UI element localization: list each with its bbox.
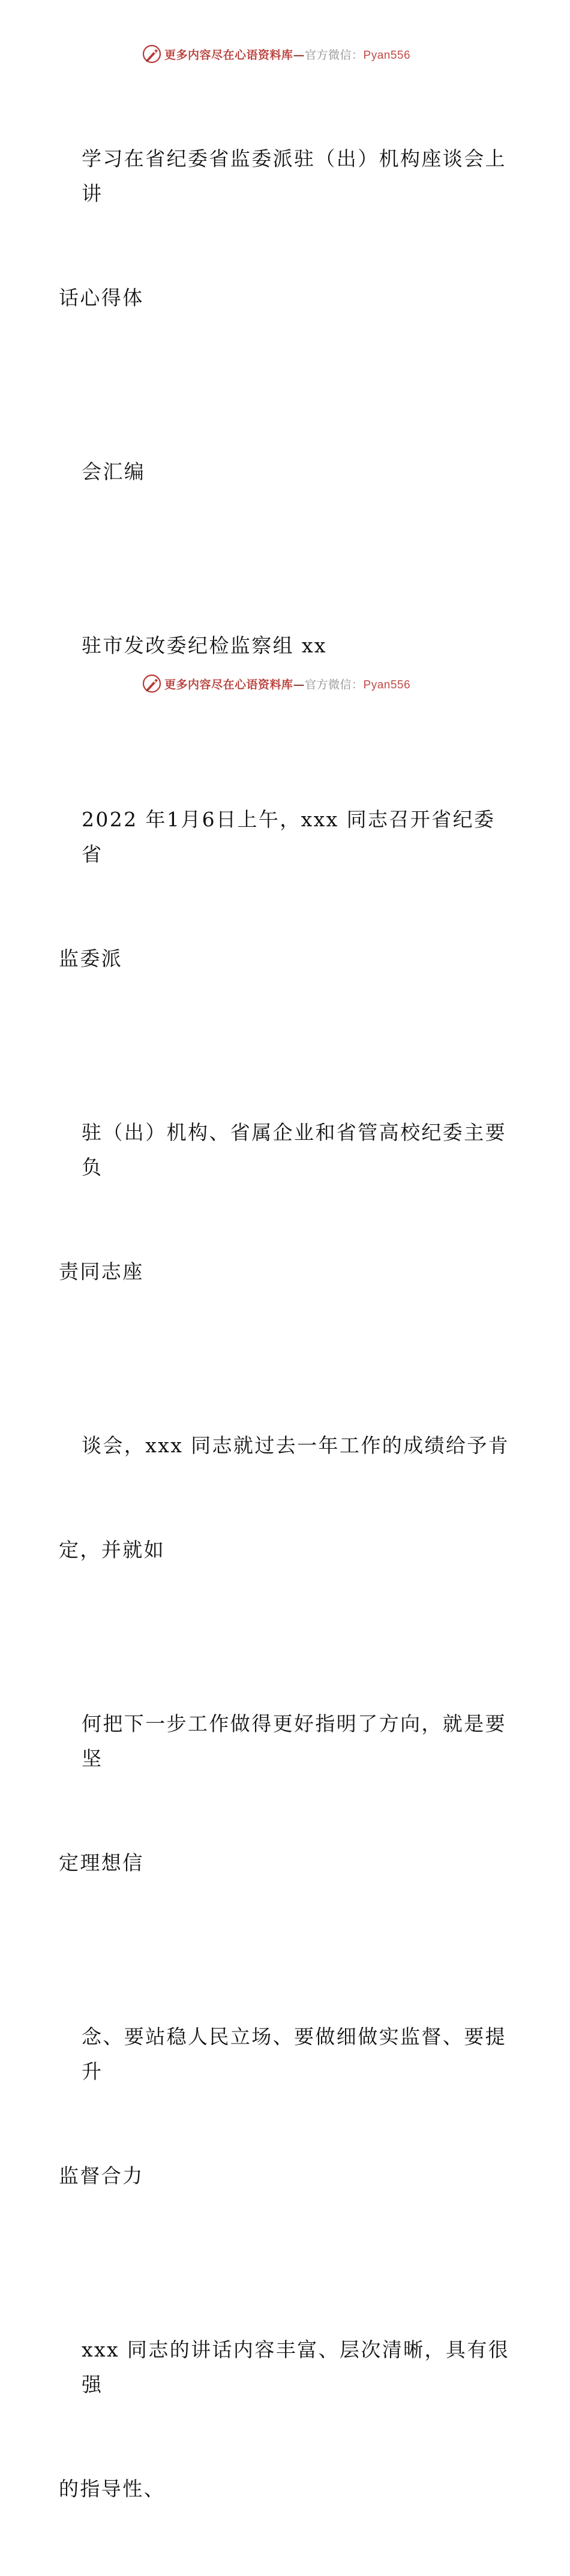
watermark-text (164, 676, 410, 692)
paragraph-7-line-2: 定理想信 (59, 1851, 144, 1874)
paragraph-6-line-2: 定，并就如 (59, 1538, 165, 1561)
paragraph-3-line-1: 驻市发改委纪检监察组 xx (82, 634, 327, 657)
paragraph-4-line-2: 监委派 (59, 947, 123, 970)
paragraph-1 (59, 72, 515, 385)
paragraph-2 (59, 385, 515, 559)
watermark-dash: — (293, 678, 305, 691)
watermark-wechat-id: Pyan556 (363, 49, 411, 62)
header-watermark (142, 43, 410, 65)
watermark-prefix: 更多内容尽在心语资料库 (164, 678, 293, 691)
paragraph-5-line-1: 驻（出）机构、省属企业和省管高校纪委主要负 (82, 1121, 506, 1179)
paragraph-5 (59, 1046, 515, 1359)
paragraph-9-line-1: xxx 同志的讲话内容丰富、层次清晰，具有很强 (82, 2338, 510, 2396)
quill-pen-logo-icon (142, 44, 162, 64)
paragraph-5-line-2: 责同志座 (59, 1260, 144, 1283)
paragraph-4-line-1: 2022 年1月6日上午，xxx 同志召开省纪委省 (82, 808, 496, 866)
watermark-text (164, 46, 410, 62)
quill-pen-logo-icon (142, 673, 162, 694)
paragraph-8-line-1: 念、要站稳人民立场、要做细做实监督、要提升 (82, 2025, 506, 2083)
watermark-wechat-id: Pyan556 (363, 678, 411, 691)
watermark-wechat-label: 官方微信： (305, 678, 364, 691)
watermark-prefix: 更多内容尽在心语资料库 (164, 48, 293, 62)
paragraph-6-line-1: 谈会，xxx 同志就过去一年工作的成绩给予肯 (82, 1434, 510, 1457)
paragraph-6 (59, 1359, 515, 1637)
paragraph-2-line-1: 会汇编 (82, 460, 146, 483)
paragraph-9-line-2: 的指导性、 (59, 2477, 165, 2500)
paragraph-8 (59, 1950, 515, 2263)
footer-watermark (142, 673, 410, 694)
paragraph-1-line-2: 话心得体 (59, 286, 144, 309)
document-body (59, 72, 515, 2576)
watermark-wechat-label: 官方微信： (305, 48, 364, 62)
paragraph-9 (59, 2263, 515, 2576)
paragraph-4 (59, 733, 515, 1046)
paragraph-7 (59, 1637, 515, 1950)
watermark-dash: — (293, 48, 305, 62)
paragraph-3 (59, 559, 515, 733)
paragraph-8-line-2: 监督合力 (59, 2164, 144, 2187)
paragraph-1-line-1: 学习在省纪委省监委派驻（出）机构座谈会上讲 (82, 147, 506, 205)
paragraph-7-line-1: 何把下一步工作做得更好指明了方向，就是要坚 (82, 1712, 506, 1770)
